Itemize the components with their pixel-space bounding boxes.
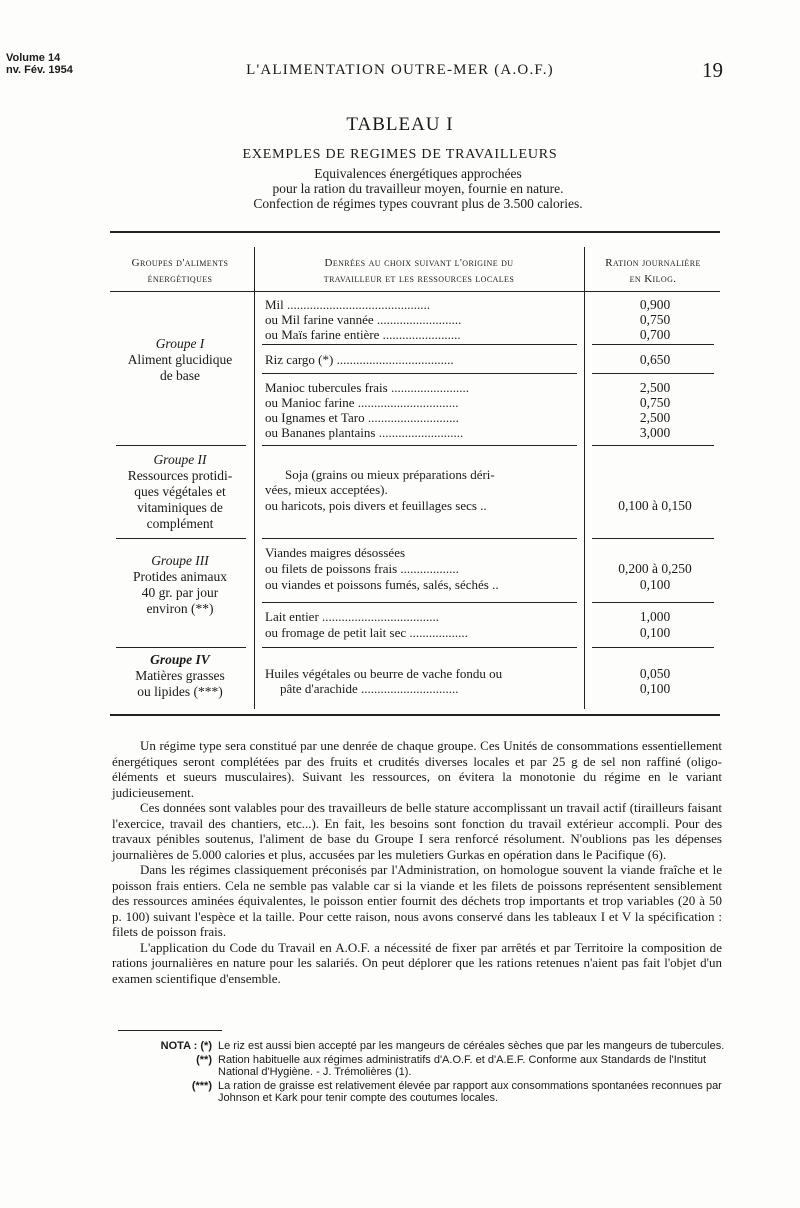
food-item: Mil ............................................ — [265, 297, 431, 312]
footnote-label: (**) — [196, 1053, 212, 1066]
group-desc: Aliment glucidique — [127, 352, 233, 367]
header-line: travailleur et les ressources locales — [323, 273, 515, 285]
group-desc: vitaminiques de — [137, 500, 223, 515]
ration-value: 0,700 — [639, 327, 671, 342]
ration-value: 0,750 — [639, 312, 671, 327]
ration-value: 0,100 — [639, 577, 671, 592]
footnote-text: Le riz est aussi bien accepté par les mangeurs de céréales sèches que par les mangeurs de tubercules. — [218, 1040, 725, 1052]
footnote-rule — [118, 1030, 222, 1031]
running-title: L'ALIMENTATION OUTRE-MER (A.O.F.) — [246, 62, 554, 78]
ration-value: 3,000 — [639, 425, 671, 440]
column-header-ration — [586, 255, 720, 287]
ration-value: 0,650 — [639, 352, 671, 367]
group-separator — [592, 538, 714, 539]
group-separator — [592, 445, 714, 446]
page-number: 19 — [702, 58, 723, 82]
group-desc: 40 gr. par jour — [141, 585, 219, 600]
group-desc: Protides animaux — [132, 569, 228, 584]
paragraph: Un régime type sera constitué par une denrée de chaque groupe. Ces Unités de consommations essentiellement énergétiques seront complétées par des fruits et crudités diverses locales et par 25 g de sel non raffiné (oligo-éléments et sueurs musculaires). Suivant les ressources, on évitera la monotonie du régime en le variant judicieusement. — [112, 738, 722, 800]
footnote-text: Ration habituelle aux régimes administratifs d'A.O.F. et d'A.E.F. Conforme aux Standards de l'Institut National d'Hygiène. - J. Trémolières (1). — [218, 1053, 707, 1078]
food-item: ou Manioc farine ............................... — [265, 395, 459, 410]
column-divider — [254, 247, 255, 709]
group-separator — [592, 647, 714, 648]
ration-value: 2,500 — [639, 380, 671, 395]
food-item: Huiles végétales ou beurre de vache fondu ou — [265, 666, 503, 681]
food-item: ou Bananes plantains .......................... — [265, 425, 464, 440]
ration-value: 0,200 à 0,250 — [618, 561, 692, 576]
paragraph: Ces données sont valables pour des travailleurs de belle stature accomplissant un travail actif (tirailleurs faisant l'exercice, travail des chantiers, etc...). En fait, les besoins sont fonction du travail extérieur accompli. Pour des travaux pénibles soutenus, l'aliment de base du Groupe I sera renforcé résolument. N'oublions pas les dépenses journalières de 5.000 calories et plus, accusées par les muletiers Gurkas en opération dans le Pacifique (6). — [112, 800, 722, 862]
group-separator — [262, 445, 577, 446]
group-desc: Matières grasses — [135, 668, 225, 683]
ration-value: 0,900 — [639, 297, 671, 312]
header-line: énergétiques — [147, 273, 213, 285]
group-separator — [262, 647, 577, 648]
ration-value: 0,100 à 0,150 — [618, 498, 692, 513]
ration-value: 0,100 — [639, 681, 671, 696]
subgroup-separator — [262, 373, 577, 374]
subgroup-separator — [592, 344, 714, 345]
subgroup-separator — [592, 602, 714, 603]
group-separator — [116, 445, 246, 446]
paragraph: Dans les régimes classiquement préconisés par l'Administration, on homologue souvent la viande fraîche et le poisson frais entiers. Cela ne semble pas valable car si la viande et les filets de poissons représentent sensiblement des ressources aminées équivalentes, le poisson entier fournit des déchets trop importants et trop variables (20 à 50 p. 100) suivant l'espèce et la taille. Pour cette raison, nous avons conservé dans les tableaux I et V la spécification : filets de poisson frais. — [112, 862, 722, 939]
header-line: Groupes d'aliments — [131, 257, 229, 269]
paragraph: L'application du Code du Travail en A.O.F. a nécessité de fixer par arrêtés et par Territoire la composition de rations journalières en nature pour les salariés. On peut déplorer que les rations retenues n'aient pas fait l'objet d'un examen scientifique d'ensemble. — [112, 939, 722, 986]
footnote — [108, 1080, 726, 1105]
footnote-label: (***) — [191, 1079, 212, 1092]
footnote-text: La ration de graisse est relativement élevée par rapport aux consommations spontanées reconnues par Johnson et Kark pour tenir compte des coutumes locales. — [218, 1079, 722, 1104]
food-item: ou filets de poissons frais .................. — [265, 561, 459, 576]
footnote-label: NOTA : (*) — [160, 1040, 212, 1052]
group-separator — [116, 538, 246, 539]
header-line: en Kilog. — [629, 273, 677, 285]
footnote — [108, 1040, 726, 1053]
food-item: Manioc tubercules frais ........................ — [265, 380, 469, 395]
group-name: Groupe I — [155, 336, 205, 351]
ration-value: 0,750 — [639, 395, 671, 410]
group-label — [110, 553, 250, 617]
food-item: Riz cargo (*) .................................... — [265, 352, 454, 367]
intro-line: Equivalences énergétiques approchées — [314, 166, 522, 181]
group-label — [110, 652, 250, 700]
header-line: Ration journalière — [605, 257, 701, 269]
food-item: Lait entier .................................... — [265, 609, 440, 624]
group-separator — [262, 538, 577, 539]
food-item: pâte d'arachide .............................. — [280, 681, 459, 696]
group-desc: complément — [146, 516, 214, 531]
group-desc: ques végétales et — [134, 484, 226, 499]
table-bottom-rule — [110, 714, 720, 716]
group-desc: ou lipides (***) — [137, 684, 223, 699]
intro-line: pour la ration du travailleur moyen, fournie en nature. — [272, 181, 564, 196]
food-item: ou Mil farine vannée .......................... — [265, 312, 462, 327]
table-top-rule — [110, 231, 720, 233]
food-item: ou Ignames et Taro ............................ — [265, 410, 459, 425]
column-header-groups — [110, 255, 250, 287]
ration-value: 0,100 — [639, 625, 671, 640]
subgroup-separator — [262, 602, 577, 603]
intro-line: Confection de régimes types couvrant plus de 3.500 calories. — [253, 196, 583, 211]
table-subtitle: EXEMPLES DE REGIMES DE TRAVAILLEURS — [242, 147, 558, 162]
footnote — [108, 1054, 726, 1079]
footnotes — [108, 1040, 726, 1106]
group-desc: de base — [159, 368, 201, 383]
table-title: TABLEAU I — [346, 114, 454, 135]
group-name: Groupe IV — [150, 652, 210, 667]
food-item: Soja (grains ou mieux préparations déri- — [285, 467, 495, 482]
body-text — [112, 738, 722, 986]
group-desc: environ (**) — [146, 601, 214, 616]
food-item: vées, mieux acceptées). — [265, 482, 388, 497]
subgroup-separator — [262, 344, 577, 345]
food-item: ou haricots, pois divers et feuillages secs .. — [265, 498, 487, 513]
group-separator — [116, 647, 246, 648]
header-rule — [110, 291, 720, 292]
group-name: Groupe III — [151, 553, 209, 568]
ration-value: 1,000 — [639, 609, 671, 624]
table-intro — [0, 166, 800, 211]
ration-value: 2,500 — [639, 410, 671, 425]
column-header-foods — [256, 255, 582, 287]
volume-number: Volume 14 — [6, 52, 61, 64]
group-name: Groupe II — [153, 452, 207, 467]
food-item: ou fromage de petit lait sec .................. — [265, 625, 468, 640]
group-label — [110, 452, 250, 532]
food-item: Viandes maigres désossées — [265, 545, 406, 560]
food-item: ou Maïs farine entière ........................ — [265, 327, 461, 342]
food-item: ou viandes et poissons fumés, salés, séchés .. — [265, 577, 499, 592]
ration-value: 0,050 — [639, 666, 671, 681]
group-desc: Ressources protidi- — [127, 468, 233, 483]
subgroup-separator — [592, 373, 714, 374]
issue-date: nv. Fév. 1954 — [6, 64, 73, 76]
group-label — [110, 336, 250, 384]
header-line: Denrées au choix suivant l'origine du — [324, 257, 514, 269]
